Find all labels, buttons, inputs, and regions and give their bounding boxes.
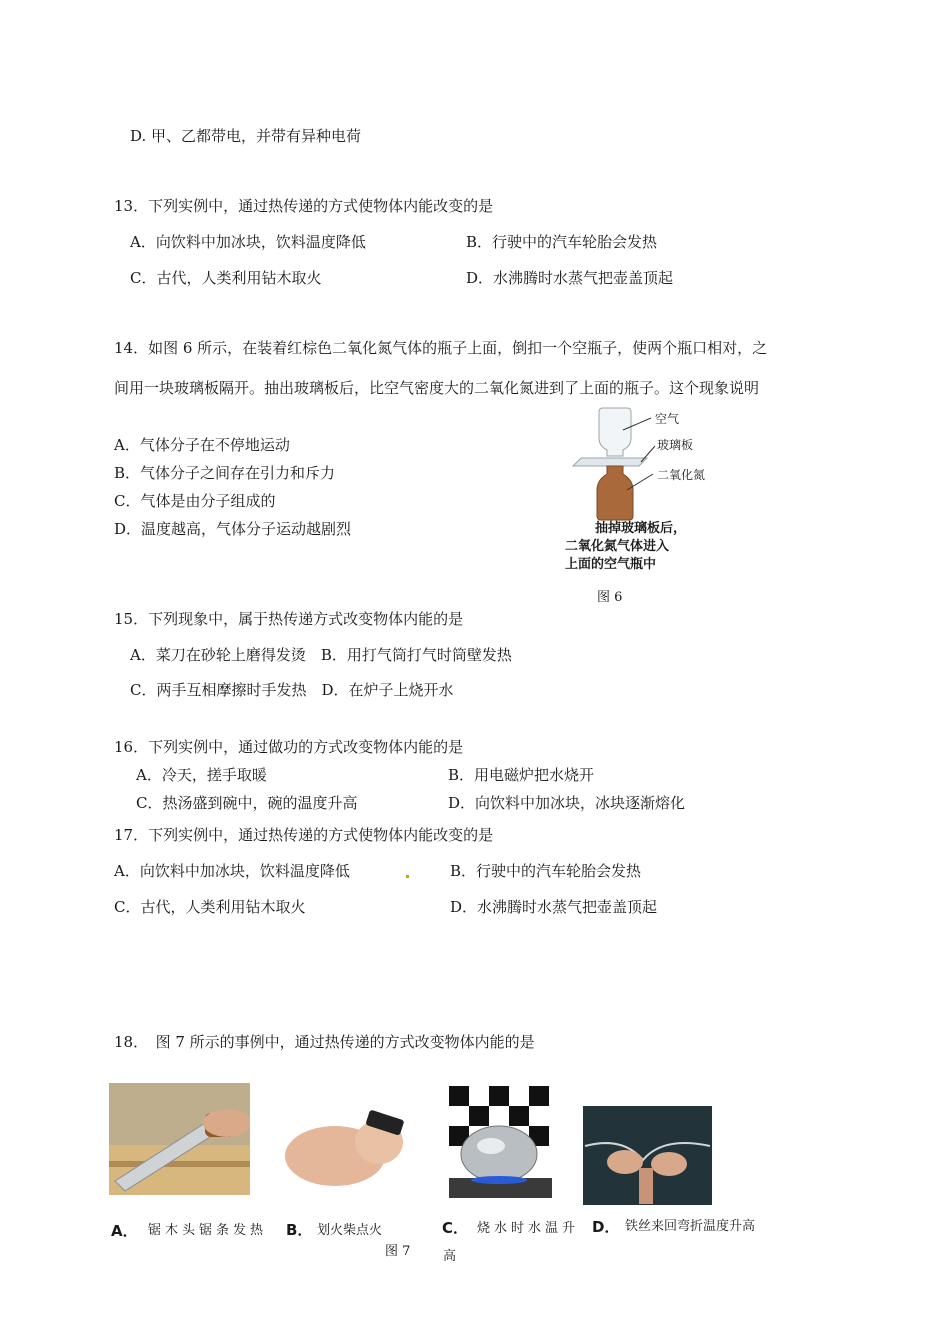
q14-option-b: B．气体分子之间存在引力和斥力 <box>114 464 336 482</box>
saw-illustration <box>109 1083 250 1195</box>
q13-stem: 13．下列实例中，通过热传递的方式使物体内能改变的是 <box>114 197 494 215</box>
q12-option-d: D. 甲、乙都带电，并带有异种电荷 <box>130 127 362 145</box>
q17-stem: 17．下列实例中，通过热传递的方式使物体内能改变的是 <box>114 826 494 844</box>
q16-option-b: B．用电磁炉把水烧开 <box>448 766 595 784</box>
q15-stem: 15．下列现象中，属于热传递方式改变物体内能的是 <box>114 610 464 628</box>
q15-options-row2: C．两手互相摩擦时手发热 D．在炉子上烧开水 <box>130 681 454 699</box>
q13-option-b: B．行驶中的汽车轮胎会发热 <box>466 233 658 251</box>
figure-6-title: 图 6 <box>597 590 623 605</box>
figure-6-diagram <box>555 404 715 579</box>
q18-stem: 18． 图 7 所示的事例中，通过热传递的方式改变物体内能的是 <box>114 1033 535 1051</box>
wire-illustration <box>583 1106 712 1205</box>
caption-c-continued: 高 <box>443 1249 457 1264</box>
caption-b-letter: B． <box>286 1221 313 1239</box>
fig6-caption-line2: 二氧化氮气体进入 <box>565 539 670 554</box>
photo-sawing-wood <box>109 1083 250 1195</box>
q17-option-c: C．古代，人类利用钻木取火 <box>114 898 306 916</box>
figure-7-title: 图 7 <box>385 1244 411 1259</box>
caption-c-letter: C． <box>442 1219 469 1237</box>
label-no2: 二氧化氮 <box>657 468 706 482</box>
caption-b: 划火柴点火 <box>317 1223 383 1238</box>
q16-option-d: D．向饮料中加冰块，冰块逐渐熔化 <box>448 794 686 812</box>
q13-option-a: A．向饮料中加冰块，饮料温度降低 <box>130 233 366 251</box>
match-illustration <box>283 1092 413 1194</box>
q17-option-d: D．水沸腾时水蒸气把壶盖顶起 <box>450 898 658 916</box>
caption-d-letter: D． <box>592 1218 620 1236</box>
q15-options-row1: A．菜刀在砂轮上磨得发烫 B．用打气筒打气时筒壁发热 <box>130 646 512 664</box>
photo-boiling-kettle <box>449 1086 552 1198</box>
label-air: 空气 <box>655 412 680 426</box>
q16-stem: 16．下列实例中，通过做功的方式改变物体内能的是 <box>114 738 464 756</box>
q14-option-a: A．气体分子在不停地运动 <box>114 436 290 454</box>
caption-a-letter: A． <box>111 1222 138 1240</box>
q14-stem-line1: 14．如图 6 所示，在装着红棕色二氧化氮气体的瓶子上面，倒扣一个空瓶子，使两个瓶口相对，之 <box>114 339 768 357</box>
q16-option-a: A．冷天，搓手取暖 <box>136 766 267 784</box>
bottle-illustration <box>555 404 715 524</box>
caption-d: 铁丝来回弯折温度升高 <box>625 1219 756 1234</box>
q13-option-d: D．水沸腾时水蒸气把壶盖顶起 <box>466 269 674 287</box>
q16-option-c: C．热汤盛到碗中，碗的温度升高 <box>136 794 358 812</box>
q17-option-a: A．向饮料中加冰块，饮料温度降低 <box>114 862 350 880</box>
fig6-caption-line3: 上面的空气瓶中 <box>565 557 657 572</box>
caption-a: 锯木头锯条发热 <box>148 1223 268 1238</box>
q14-stem-line2: 间用一块玻璃板隔开。抽出玻璃板后，比空气密度大的二氧化氮进到了上面的瓶子。这个现象说明 <box>114 379 760 397</box>
photo-bending-wire <box>583 1106 712 1205</box>
caption-c: 烧水时水温升 <box>477 1221 580 1236</box>
q14-option-d: D．温度越高，气体分子运动越剧烈 <box>114 520 352 538</box>
q17-option-b: B．行驶中的汽车轮胎会发热 <box>450 862 642 880</box>
fig6-caption-line1: 抽掉玻璃板后， <box>595 521 687 536</box>
kettle-illustration <box>449 1086 552 1198</box>
q13-option-c: C．古代，人类利用钻木取火 <box>130 269 322 287</box>
stray-dot <box>406 875 409 878</box>
label-glass-plate: 玻璃板 <box>657 438 694 452</box>
photo-striking-match <box>283 1092 413 1194</box>
q14-option-c: C．气体是由分子组成的 <box>114 492 276 510</box>
